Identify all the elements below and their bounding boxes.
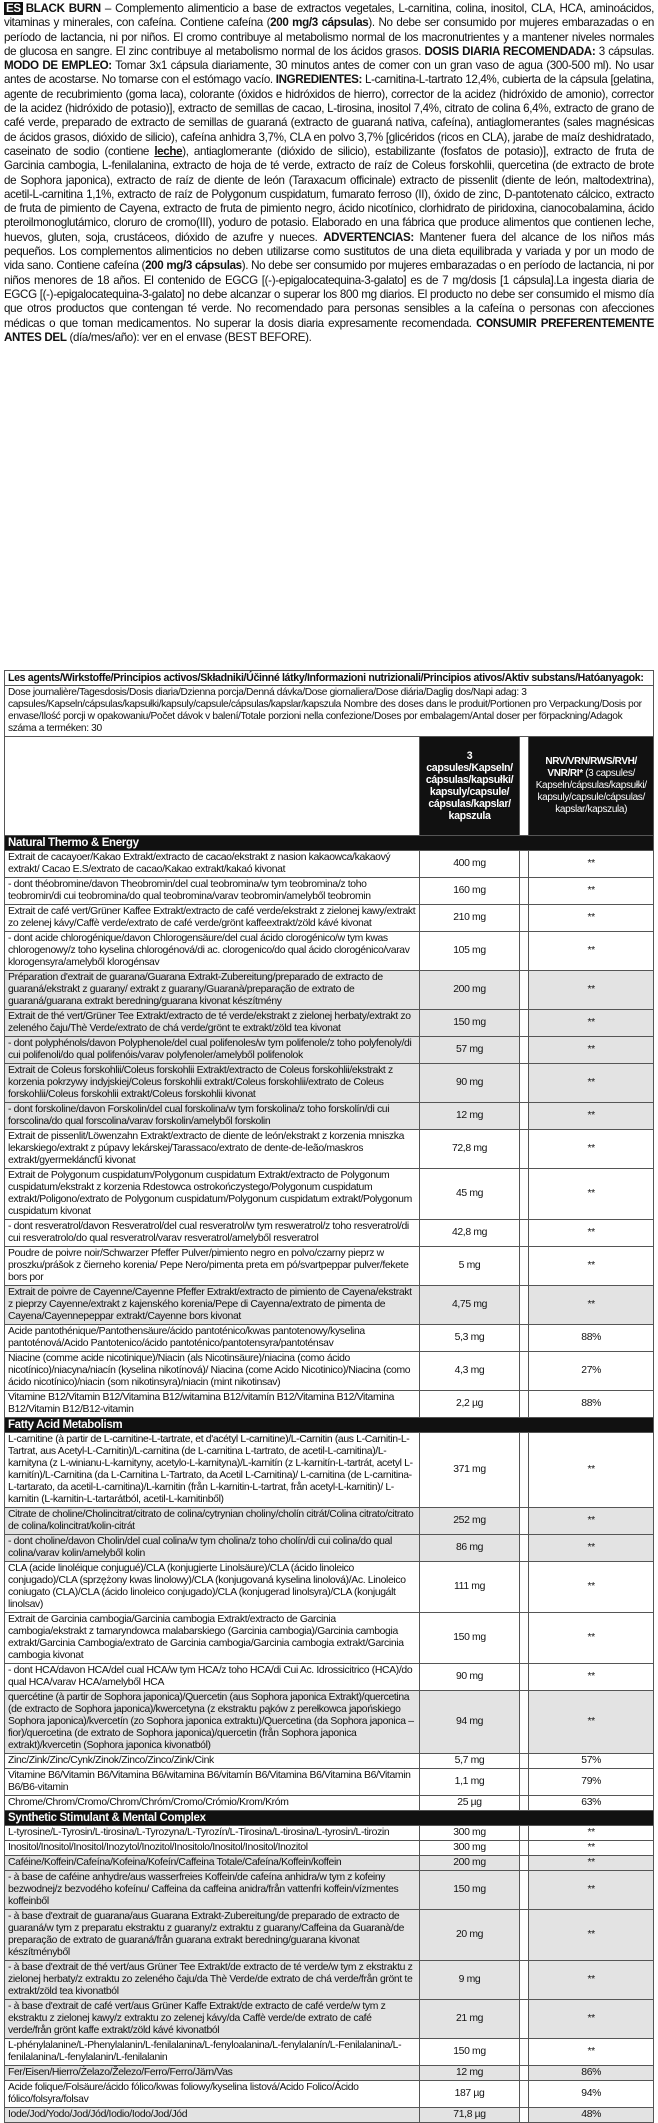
ingredient-name: Vitamine B12/Vitamin B12/Vitamina B12/witamina B12/vitamín B12/Vitamina B12/Vitamina B12/Vitamin B12/B12-vitamin bbox=[5, 1391, 420, 1418]
ingredient-amount: 90 mg bbox=[420, 1664, 520, 1691]
table-row bbox=[5, 1769, 654, 1796]
table-row bbox=[5, 971, 654, 1010]
ingredient-amount: 57 mg bbox=[420, 1037, 520, 1064]
ingredient-nrv: ** bbox=[529, 1691, 654, 1754]
ingredient-nrv: ** bbox=[529, 905, 654, 932]
ingredient-name: Extrait de café vert/Grüner Kaffee Extrakt/extracto de café verde/ekstrakt z zielonej kawy/extrakt zo zelenej kávy/Caffè verde/extrato de café verde/grönt kaffeextrakt/zöld kávé kivonat bbox=[5, 905, 420, 932]
column-gap bbox=[519, 1325, 529, 1352]
table-row bbox=[5, 1508, 654, 1535]
use-label: MODO DE EMPLEO: bbox=[4, 59, 112, 73]
ingredient-amount: 5 mg bbox=[420, 1247, 520, 1286]
table-row bbox=[5, 1010, 654, 1037]
column-gap bbox=[519, 1220, 529, 1247]
language-tag: ES bbox=[6, 2, 21, 15]
ingredient-nrv: 27% bbox=[529, 1352, 654, 1391]
column-gap bbox=[519, 1961, 529, 2000]
ingredient-name: Vitamine B6/Vitamin B6/Vitamina B6/witamina B6/vitamín B6/Vitamina B6/Vitamina B6/Vitamin B6/B6-vitamin bbox=[5, 1769, 420, 1796]
ingredient-nrv: ** bbox=[529, 1910, 654, 1961]
table-row bbox=[5, 1391, 654, 1418]
ingredient-amount: 111 mg bbox=[420, 1562, 520, 1613]
ingredient-amount: 4,3 mg bbox=[420, 1352, 520, 1391]
ingredient-name: - à base d'extrait de café vert/aus Grüner Kaffe Extrakt/de extracto de café verde/w tym z ekstraktu z zielonej kawy/z extraktu zo zelenej kávy/da Caffè verde/de extrato de café verde/från grönt kaffe extrakt/zöld kávé kivonatból bbox=[5, 2000, 420, 2039]
table-row bbox=[5, 2066, 654, 2081]
column-gap bbox=[519, 1064, 529, 1103]
table-row bbox=[5, 2039, 654, 2066]
ingredient-amount: 5,3 mg bbox=[420, 1325, 520, 1352]
ingredient-nrv: ** bbox=[529, 1856, 654, 1871]
ingredient-name: - dont choline/davon Cholin/del cual colina/w tym cholina/z toho cholín/di cui colina/do qual colina/varav kolin/amelyből kolin bbox=[5, 1535, 420, 1562]
table-row bbox=[5, 1169, 654, 1220]
best-before-text: (día/mes/año): ver en el envase (BEST BEFORE). bbox=[69, 330, 312, 344]
ingredient-amount: 150 mg bbox=[420, 1613, 520, 1664]
use-text: Tomar 3x1 cápsula diariamente, 30 minutos antes de comer con un gran vaso de agua (300-500 ml). No usar antes de acostarse. No tomarse con el estómago vacío. bbox=[4, 59, 654, 87]
column-gap bbox=[519, 737, 529, 836]
spanish-label-text bbox=[4, 0, 654, 670]
table-row bbox=[5, 1613, 654, 1664]
ingredient-nrv: ** bbox=[529, 1841, 654, 1856]
table-row bbox=[5, 905, 654, 932]
caffeine-amount-2: 200 mg/3 cápsulas bbox=[145, 259, 242, 273]
column-gap bbox=[519, 1769, 529, 1796]
ingredient-amount: 300 mg bbox=[420, 1826, 520, 1841]
section-header bbox=[5, 836, 654, 851]
ingredient-name: CLA (acide linoléique conjugué)/CLA (konjugierte Linolsäure)/CLA (ácido linoleico conjugado)/CLA (sprzężony kwas linolowy)/CLA (konjugovaná kyselina linolová)/Ac. Linoleico coniugato (CLA)/CLA (ácido linoleico conjugado)/CLA (konjugerad linolsyra)/CLA (konjugált linolsav) bbox=[5, 1562, 420, 1613]
ingredient-nrv: ** bbox=[529, 1103, 654, 1130]
ingredient-nrv: ** bbox=[529, 1010, 654, 1037]
column-gap bbox=[519, 1841, 529, 1856]
ingredient-name: Extrait de thé vert/Grüner Tee Extrakt/extracto de té verde/ekstrakt z zielonej herbaty/extrakt zo zeleného čaju/Thè Verde/extrato de chá verde/grönt te extrakt/zöld tea kivonat bbox=[5, 1010, 420, 1037]
column-gap bbox=[519, 1910, 529, 1961]
ingredient-amount: 25 µg bbox=[420, 1796, 520, 1811]
ingredient-nrv: 57% bbox=[529, 1754, 654, 1769]
table-row bbox=[5, 1352, 654, 1391]
ingredient-name: Acide folique/Folsäure/ácido fólico/kwas foliowy/kyselina listová/Acido Folico/Ácido fólico/folsyra/folsav bbox=[5, 2081, 420, 2108]
table-row bbox=[5, 1103, 654, 1130]
ingredient-nrv: 63% bbox=[529, 1796, 654, 1811]
column-gap bbox=[519, 1247, 529, 1286]
ingredient-nrv: 48% bbox=[529, 2108, 654, 2123]
ingredient-nrv: ** bbox=[529, 1220, 654, 1247]
ingredient-name: - à base d'extrait de guarana/aus Guarana Extrakt-Zubereitung/de preparado de extracto de guaraná/w tym z preparatu ekstraktu z guarany/z extraktu z guarany/Caffeina da Guaranà/de preparação de extrato de guaraná/från guarana extrakt beredning/guarana kivonat készítményből bbox=[5, 1910, 420, 1961]
dose-label: DOSIS DIARIA RECOMENDADA: bbox=[424, 44, 596, 58]
nutrition-table bbox=[4, 670, 654, 2123]
ingredient-nrv: 86% bbox=[529, 2066, 654, 2081]
ingredient-name: - dont polyphénols/davon Polyphenole/del cual polifenoles/w tym polifenole/z toho polyfenoly/di cui polifenoli/do qual polifenóis/varav polyfenoler/amelyből polifenolok bbox=[5, 1037, 420, 1064]
column-gap bbox=[519, 1508, 529, 1535]
ingredient-name: Extrait de Garcinia cambogia/Garcinia cambogia Extrakt/extracto de Garcinia cambogia/ekstrakt z tamaryndowca malabarskiego (Garcinia cambogia)/Garcinia cambogia extrakt/Garcinia Cambogia/extrato de Garcinia cambogia/Garcinia cambogia extrakt/Garcinia cambogia kivonat bbox=[5, 1613, 420, 1664]
column-gap bbox=[519, 1010, 529, 1037]
column-header-nrv-sub: (3 capsules/ Kapseln/cápsulas/kapsułki/ kapsuly/capsule/cápsulas/ kapslar/kapszula) bbox=[535, 768, 647, 815]
column-gap bbox=[519, 1169, 529, 1220]
column-gap bbox=[519, 2108, 529, 2123]
ingredient-nrv: ** bbox=[529, 1286, 654, 1325]
ingredient-nrv: ** bbox=[529, 1535, 654, 1562]
ingredient-nrv: 79% bbox=[529, 1769, 654, 1796]
allergen-milk: leche bbox=[154, 144, 183, 158]
table-dose-note bbox=[5, 686, 654, 737]
section-header bbox=[5, 1811, 654, 1826]
ingredient-amount: 9 mg bbox=[420, 1961, 520, 2000]
column-gap bbox=[519, 1691, 529, 1754]
table-row bbox=[5, 1535, 654, 1562]
intro-text: – Complemento alimenticio a base de extractos vegetales, L-carnitina, colina, inositol, CLA, HCA, aminoácidos, vitaminas y minerales, con cafeína. Contiene cafeína ( bbox=[4, 2, 654, 30]
ingredient-name: Préparation d'extrait de guarana/Guarana Extrakt-Zubereitung/preparado de extracto de guaraná/ekstrakt z guarany/ extrakt z guarany/Guaranà/preparação de extrato de guaraná/guarana extrakt beredning/guarana kivonat készítmény bbox=[5, 971, 420, 1010]
ingredient-nrv: ** bbox=[529, 1562, 654, 1613]
ingredient-nrv: ** bbox=[529, 1130, 654, 1169]
ingredient-name: L-carnitine (à partir de L-carnitine-L-tartrate, et d'acétyl L-carnitine)/L-Carnitin (aus L-Carnitin-L-Tartrat, aus Acetyl-L-Carnitin)/L-carnitina (de L-carnitina L-tartrato, de acetil-L-carnitina)/L-karnityna (z L-winianu-L-karnityny, acetylo-L-karnityna)/L-karnitín (z L-karnitín-L-tartrát, acetyl L-karnitín)/L-Carnitina (da L-Carnitina L-Tartrato, da Acetil L-Carnitina)/ L-carnitina (de L-carnitina-L-tartarato, da acetil-L-carnitina)/L-karnitin (från L-karnitin-L-tartrat, från acetyl-L-karnitin)/ L-karnitin (L-karnitin-L-tartarátból, acetil-L-karnitinből) bbox=[5, 1433, 420, 1508]
table-row bbox=[5, 1562, 654, 1613]
ingredient-nrv: ** bbox=[529, 851, 654, 878]
dose-note-text: Dose journalière/Tagesdosis/Dosis diaria/Dzienna porcja/Denná dávka/Dose giornaliera/Dose diária/Daglig dos/Napi adag: 3 capsules/Kapseln/cápsulas/kapsułki/kapsuly/capsule/cápsulas/kapslar/kapszula bbox=[8, 687, 527, 710]
ingredient-name: Citrate de choline/Cholincitrat/citrato de colina/cytrynian choliny/cholín citrát/Colina citrato/citrato de colina/kolincitrat/kolin-citrát bbox=[5, 1508, 420, 1535]
column-gap bbox=[519, 1391, 529, 1418]
ingredient-nrv: 88% bbox=[529, 1325, 654, 1352]
table-row bbox=[5, 1841, 654, 1856]
ingredient-name: Zinc/Zink/Zinc/Cynk/Zinok/Zinco/Zinco/Zink/Cink bbox=[5, 1754, 420, 1769]
ingredient-amount: 187 µg bbox=[420, 2081, 520, 2108]
column-gap bbox=[519, 1352, 529, 1391]
ingredient-name: quercétine (à partir de Sophora japonica)/Quercetin (aus Sophora japonica Extrakt)/quercetina (de extracto de Sophora japonica)/kwercetyna (z ekstraktu pąków z perełkowca japońskiego Sophora japonica)/kvercetín (zo Sophora japonica extraktu)/Quercetina (da Sophora japonica – fior)/quercetina (de extrato de Sophora japonica)/quercetin (från Sophora japonica extrakt)/kvercetin (Sophora japonica kivonatból) bbox=[5, 1691, 420, 1754]
ingredient-amount: 45 mg bbox=[420, 1169, 520, 1220]
ingredient-amount: 21 mg bbox=[420, 2000, 520, 2039]
ingredient-name: L-tyrosine/L-Tyrosin/L-tirosina/L-Tyrozyna/L-Tyrozín/L-Tirosina/L-tirosina/L-tyrosin/L-tirozin bbox=[5, 1826, 420, 1841]
ingredient-nrv: ** bbox=[529, 1613, 654, 1664]
table-row bbox=[5, 932, 654, 971]
ingredient-nrv: ** bbox=[529, 1664, 654, 1691]
column-gap bbox=[519, 1871, 529, 1910]
table-row bbox=[5, 851, 654, 878]
ingredient-amount: 12 mg bbox=[420, 2066, 520, 2081]
ingredient-name: - dont théobromine/davon Theobromin/del cual teobromina/w tym teobromina/z toho teobromin/di cui teobromina/do qual teobromina/varav teobromin/amelyből teobromin bbox=[5, 878, 420, 905]
ingredient-amount: 400 mg bbox=[420, 851, 520, 878]
column-header-nrv-label: NRV/VRN/RWS/RVH/ VNR/RI* bbox=[545, 756, 637, 779]
ingredient-nrv: 88% bbox=[529, 1391, 654, 1418]
section-title: Fatty Acid Metabolism bbox=[5, 1418, 654, 1433]
ingredient-name: Inositol/Inositol/Inositol/Inozytol/Inozitol/Inositolo/Inositol/Inositol/Inozitol bbox=[5, 1841, 420, 1856]
ingredient-nrv: ** bbox=[529, 1247, 654, 1286]
column-gap bbox=[519, 2081, 529, 2108]
ingredient-nrv: ** bbox=[529, 1433, 654, 1508]
table-row bbox=[5, 878, 654, 905]
ingredient-name: Acide pantothénique/Pantothensäure/ácido pantoténico/kwas pantotenowy/kyselina pantoténová/Acido Pantotenico/ácido pantoténico/pantotensyra/pantoténsav bbox=[5, 1325, 420, 1352]
ingredient-name: Fer/Eisen/Hierro/Żelazo/Železo/Ferro/Ferro/Järn/Vas bbox=[5, 2066, 420, 2081]
warnings-text-2: ). No debe ser consumido por mujeres embarazadas o en período de lactancia, ni por niños menores de 18 años. El contenido de EGCG [(-)-epigalocatequina-3-galato] es de 7 mg/dosis [1 cápsula].La ingesta diaria de EGCG [(-)-epigalocatequina-3-galato] no debe alcanzar o superar los 800 mg diarios. El producto no debe ser consumido el mismo día que otros productos que contengan té verde. No recomendado para personas sensibles a la cafeína o personas con afecciones médicas o que toman medicamentos. No superar la dosis diaria expresamente recomendada. bbox=[4, 259, 654, 330]
table-row bbox=[5, 1796, 654, 1811]
ingredient-amount: 1,1 mg bbox=[420, 1769, 520, 1796]
column-gap bbox=[519, 1856, 529, 1871]
table-row bbox=[5, 2108, 654, 2123]
table-row bbox=[5, 1961, 654, 2000]
ingredient-name: Poudre de poivre noir/Schwarzer Pfeffer Pulver/pimiento negro en polvo/czarny pieprz w proszku/prášok z čierneho korenia/ Pepe Nero/pimenta preta em pó/svartpeppar pulver/fekete bors por bbox=[5, 1247, 420, 1286]
table-row bbox=[5, 1664, 654, 1691]
table-row bbox=[5, 2081, 654, 2108]
table-row bbox=[5, 1910, 654, 1961]
section-title: Natural Thermo & Energy bbox=[5, 836, 654, 851]
column-gap bbox=[519, 1826, 529, 1841]
column-gap bbox=[519, 1535, 529, 1562]
column-gap bbox=[519, 932, 529, 971]
ingredient-amount: 12 mg bbox=[420, 1103, 520, 1130]
ingredient-amount: 86 mg bbox=[420, 1535, 520, 1562]
ingredient-nrv: ** bbox=[529, 1826, 654, 1841]
column-gap bbox=[519, 1286, 529, 1325]
ingredient-nrv: ** bbox=[529, 971, 654, 1010]
column-gap bbox=[519, 905, 529, 932]
warnings-label: ADVERTENCIAS: bbox=[323, 230, 414, 244]
ingredient-name: - dont resveratrol/davon Resveratrol/del cual resveratrol/w tym resweratrol/z toho resveratrol/di cui resveratrolo/do qual resveratrol/varav resveratrol/amelyből resveratrol bbox=[5, 1220, 420, 1247]
ingredient-name: - dont acide chlorogénique/davon Chlorogensäure/del cual ácido clorogénico/w tym kwas chlorogenowy/z toho kyselina chlorogénová/di ac. clorogenico/do qual ácido clorogénico/varav klorogensyra/amelyből klorogénsav bbox=[5, 932, 420, 971]
table-row bbox=[5, 1247, 654, 1286]
ingredient-name: Chrome/Chrom/Cromo/Chrom/Chróm/Cromo/Crómio/Krom/Króm bbox=[5, 1796, 420, 1811]
table-row bbox=[5, 1130, 654, 1169]
table-row bbox=[5, 2000, 654, 2039]
ingredients-text: L-carnitina-L-tartrato 12,4%, cubierta de la cápsula [gelatina, agente de recubrimiento (goma laca), colorante (óxidos e hidróxidos de hierro), corrector de la acidez (hidróxido de amonio), corrector de la acidez (hidróxido de potasio)], extracto de semillas de cacao, L-tirosina, inositol 7,4%, citrato de colina 6,4%, extracto de grano de café verde, preparado de extracto de semillas de guaraná (extracto de guaraná nativa, cafeína), antiaglomerantes (sales magnésicas de ácidos grasos, dióxido de silicio), cafeína anhidra 3,7%, CLA en polvo 3,7% [glicéridos (ricos en CLA), jarabe de maíz deshidratado, caseinato de sodio (contiene bbox=[4, 73, 654, 158]
ingredient-amount: 300 mg bbox=[420, 1841, 520, 1856]
ingredient-amount: 94 mg bbox=[420, 1691, 520, 1754]
ingredient-amount: 150 mg bbox=[420, 1871, 520, 1910]
caffeine-amount: 200 mg/3 cápsulas bbox=[270, 16, 369, 30]
warnings-text: Mantener fuera del alcance de los niños más pequeños. Los complementos alimenticios no deben utilizarse como sustitutos de una dieta equilibrada y variada y por un modo de vida sano. Contiene cafeína ( bbox=[4, 230, 654, 273]
ingredient-name: - à base de caféine anhydre/aus wasserfreies Koffein/de cafeína anhidra/w tym z kofeiny bezwodnej/z bezvodého kofeínu/ Caffeina da caffeina anidra/från vattenfri koffein/vízmentes koffeinből bbox=[5, 1871, 420, 1910]
ingredient-amount: 42,8 mg bbox=[420, 1220, 520, 1247]
ingredient-amount: 252 mg bbox=[420, 1508, 520, 1535]
column-gap bbox=[519, 971, 529, 1010]
column-gap bbox=[519, 1433, 529, 1508]
section-header bbox=[5, 1418, 654, 1433]
ingredients-label: INGREDIENTES: bbox=[275, 73, 363, 87]
ingredient-nrv: ** bbox=[529, 932, 654, 971]
dose-text: 3 cápsulas. bbox=[598, 44, 654, 58]
column-header-dose: 3 capsules/Kapseln/ cápsulas/kapsułki/ kapsuly/capsule/ cápsulas/kapslar/ kapszula bbox=[420, 737, 520, 836]
ingredient-name: - dont forskoline/davon Forskolin/del cual forskolina/w tym forskolina/z toho forskolín/di cui forscolina/do qual forscolina/varav forskolin/amelyből forskolin bbox=[5, 1103, 420, 1130]
column-gap bbox=[519, 2039, 529, 2066]
ingredient-amount: 5,7 mg bbox=[420, 1754, 520, 1769]
ingredient-amount: 160 mg bbox=[420, 878, 520, 905]
ingredient-nrv: ** bbox=[529, 2039, 654, 2066]
intro-text-2: ). No debe ser consumido por mujeres embarazadas o en período de lactancia, ni por niños. El cromo contribuye al metabolismo normal de los macronutrientes y a mantener niveles normales de glucosa en sangre. El zinc contribuye al metabolismo normal de los ácidos grasos. bbox=[4, 16, 654, 58]
ingredient-nrv: 94% bbox=[529, 2081, 654, 2108]
ingredient-name: Caféine/Koffein/Cafeína/Kofeina/Kofeín/Caffeina Totale/Cafeína/Koffein/koffein bbox=[5, 1856, 420, 1871]
ingredient-nrv: ** bbox=[529, 1871, 654, 1910]
ingredient-nrv: ** bbox=[529, 2000, 654, 2039]
column-gap bbox=[519, 1103, 529, 1130]
column-gap bbox=[519, 1037, 529, 1064]
ingredient-amount: 150 mg bbox=[420, 1010, 520, 1037]
table-row bbox=[5, 1037, 654, 1064]
ingredient-amount: 4,75 mg bbox=[420, 1286, 520, 1325]
ingredient-name: - dont HCA/davon HCA/del cual HCA/w tym HCA/z toho HCA/di Cui Ac. Idrossicitrico (HCA)/do qual HCA/varav HCA/amelyből HCA bbox=[5, 1664, 420, 1691]
ingredient-amount: 105 mg bbox=[420, 932, 520, 971]
ingredient-nrv: ** bbox=[529, 878, 654, 905]
ingredient-amount: 210 mg bbox=[420, 905, 520, 932]
table-row bbox=[5, 1754, 654, 1769]
ingredient-amount: 150 mg bbox=[420, 2039, 520, 2066]
column-gap bbox=[519, 1754, 529, 1769]
ingredient-name: Extrait de cacayoer/Kakao Extrakt/extracto de cacao/ekstrakt z nasion kakaowca/kakaový extrakt/ Cacao E.S/extrato de cacao/Kakao extrakt/kakaó kivonat bbox=[5, 851, 420, 878]
table-row bbox=[5, 1691, 654, 1754]
column-gap bbox=[519, 851, 529, 878]
ingredient-name: Extrait de poivre de Cayenne/Cayenne Pfeffer Extrakt/extracto de pimiento de Cayena/ekstrakt z pieprzy Cayenne/extrakt z kajenského korenia/Pepe di Cayenna/extrato de pimenta de Cayena/Cayennepeppar extrakt/Cayenne bors kivonat bbox=[5, 1286, 420, 1325]
column-header-nrv bbox=[529, 737, 654, 836]
ingredient-name: Extrait de Polygonum cuspidatum/Polygonum cuspidatum Extrakt/extracto de Polygonum cuspidatum/ekstrakt z korzenia Rdestowca ostrokończystego/Polygonum cuspidatum extrakt/Poligono/extrato de Polygonum cuspidatum/Polygonum cuspidatum extrakt/Polygonum cuspidatum kivonat bbox=[5, 1169, 420, 1220]
dose-note-text-2: Nombre des doses dans le produit/Portionen pro Verpackung/Dosis por envase/Ilość porcji w opakowaniu/Počet dávok v balení/Totale porzioni nella confezione/Doses por embalagem/Antal doser per förpackning/Adagok száma a terméken: 30 bbox=[8, 699, 642, 734]
ingredient-amount: 20 mg bbox=[420, 1910, 520, 1961]
ingredient-amount: 72,8 mg bbox=[420, 1130, 520, 1169]
column-gap bbox=[519, 2066, 529, 2081]
ingredient-amount: 371 mg bbox=[420, 1433, 520, 1508]
column-gap bbox=[519, 1664, 529, 1691]
table-row bbox=[5, 1826, 654, 1841]
dose-note bbox=[5, 686, 654, 737]
ingredient-name: Extrait de pissenlit/Löwenzahn Extrakt/extracto de diente de león/ekstrakt z korzenia mniszka lekarskiego/extrakt z púpavy lekárskej/Tarassaco/extrato de dente-de-leão/maskros extrakt/gyermekláncfű kivonat bbox=[5, 1130, 420, 1169]
column-gap bbox=[519, 1796, 529, 1811]
ingredient-name: Iode/Jod/Yodo/Jod/Jód/Iodio/Iodo/Jod/Jód bbox=[5, 2108, 420, 2123]
table-row bbox=[5, 1433, 654, 1508]
ingredient-amount: 200 mg bbox=[420, 971, 520, 1010]
ingredient-nrv: ** bbox=[529, 1961, 654, 2000]
ingredient-nrv: ** bbox=[529, 1037, 654, 1064]
best-before-label: CONSUMIR PREFERENTEMENTE ANTES DEL bbox=[4, 316, 654, 344]
brand-name: BLACK BURN bbox=[25, 2, 101, 15]
table-row bbox=[5, 1286, 654, 1325]
table-row bbox=[5, 1064, 654, 1103]
ingredients-text-2: ), antiaglomerante (dióxido de silicio), estabilizante (fosfatos de potasio)], extracto de fruta de Garcinia cambogia, L-fenilalanina, extracto de hoja de té verde, extracto de raíz de Coleus forskohlii, quercetina (de extracto de brote de Sophora japonica), extracto de raíz de diente de león (Taraxacum officinale) extracto de pissenlit (diente de león, maltodextrina), acetil-L-carnitina 1,1%, extracto de raíz de Polygonum cuspidatum, fumarato ferroso (II), óxido de zinc, D-pantotenato cálcico, extracto de fruta de pimiento de Cayena, extracto de fruta de pimiento negro, ácido nicotínico, clorhidrato de piridoxina, cianocobalamina, ácido pteroilmonoglutámico, cloruro de cromo(III), yoduro de potasio. Elaborado en una fábrica que produce alimentos que contienen leche, huevos, gluten, soja, crustáceos, dióxido de azufre y nueces. bbox=[4, 144, 654, 244]
ingredient-nrv: ** bbox=[529, 1064, 654, 1103]
ingredient-name: L-phénylalanine/L-Phenylalanin/L-fenilalanina/L-fenyloalanina/L-fenylalanín/L-Fenilalanina/L-fenilalanina/L-fenylalanin/L-fenilalanin bbox=[5, 2039, 420, 2066]
table-row bbox=[5, 1220, 654, 1247]
column-gap bbox=[519, 2000, 529, 2039]
ingredient-amount: 71,8 µg bbox=[420, 2108, 520, 2123]
ingredient-amount: 200 mg bbox=[420, 1856, 520, 1871]
ingredient-nrv: ** bbox=[529, 1169, 654, 1220]
table-row bbox=[5, 1871, 654, 1910]
ingredient-nrv: ** bbox=[529, 1508, 654, 1535]
column-gap bbox=[519, 1562, 529, 1613]
ingredient-name: Extrait de Coleus forskohlii/Coleus forskohlii Extrakt/extracto de Coleus forskohlii/ekstrakt z korzenia pokrzywy indyjskiej/Coleus forskohlii extrakt/Coleus forskohlii/extrato de Coleus forskohlii/Coleus forskohlii extrakt/Coleus forskohlii kivonat bbox=[5, 1064, 420, 1103]
ingredient-name: - à base d'extrait de thé vert/aus Grüner Tee Extrakt/de extracto de té verde/w tym z ekstraktu z zielonej herbaty/z extraktu zo zeleného čaju/da Thè Verde/de extrato de chá verde/från grönt te extrakt/zöld tea kivonatból bbox=[5, 1961, 420, 2000]
table-row bbox=[5, 1325, 654, 1352]
table-row bbox=[5, 1856, 654, 1871]
ingredient-amount: 90 mg bbox=[420, 1064, 520, 1103]
ingredient-name: Niacine (comme acide nicotinique)/Niacin (als Nicotinsäure)/niacina (como ácido nicotínico)/niacyna/niacín (kyselina nikotínová)/ Niacina (come Acido Nicotinico)/Niacina (como ácido nicotínico)/niacin (som nikotinsyra)/niacin (mint nikotinsav) bbox=[5, 1352, 420, 1391]
language-header: Les agents/Wirkstoffe/Principios activos/Składniki/Účinné látky/Informazioni nutrizionali/Principios ativos/Aktiv substans/Hatóanyagok: bbox=[5, 671, 654, 686]
column-header-name bbox=[5, 737, 420, 836]
column-gap bbox=[519, 878, 529, 905]
column-gap bbox=[519, 1130, 529, 1169]
ingredient-amount: 2,2 µg bbox=[420, 1391, 520, 1418]
table-language-header bbox=[5, 671, 654, 686]
column-header-row bbox=[5, 737, 654, 836]
column-gap bbox=[519, 1613, 529, 1664]
section-title: Synthetic Stimulant & Mental Complex bbox=[5, 1811, 654, 1826]
